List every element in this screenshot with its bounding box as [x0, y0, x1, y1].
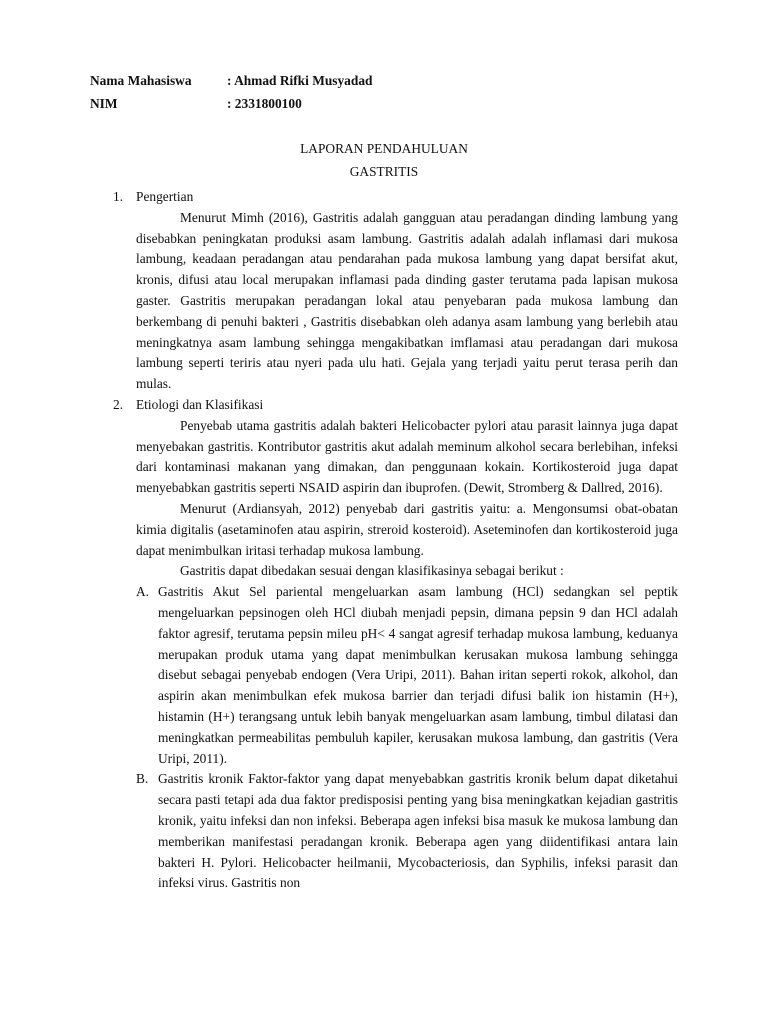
subitem-letter: B. — [136, 771, 149, 787]
report-subtitle: GASTRITIS — [349, 164, 419, 179]
section-number: 2. — [113, 396, 124, 412]
subitem-gastritis-kronik — [113, 769, 678, 894]
student-nim-row — [90, 94, 372, 117]
subitem-text: Gastritis kronik Faktor-faktor yang dapat menyebabkan gastritis kronik belum dapat diketahui secara pasti tetapi ada dua faktor predisposisi penting yang bisa meningkatkan kejadian gastritis kronik, yaitu infeksi dan non infeksi. Beberapa agen infeksi bisa masuk ke mukosa lambung dan memberikan manifestasi peradangan kronik. Beberapa agen yang diidentifikasi antara lain bakteri H. Pylori. Helicobacter heilmanii, Mycobacteriosis, dan Syphilis, infeksi parasit dan infeksi virus. Gastritis non — [158, 771, 678, 891]
student-name-label: Nama Mahasiswa — [90, 73, 192, 88]
paragraph: Gastritis dapat dibedakan sesuai dengan klasifikasinya sebagai berikut : — [180, 563, 564, 579]
paragraph: Menurut Mimh (2016), Gastritis adalah gangguan atau peradangan dinding lambung yang disebabkan peningkatan produksi asam lambung. Gastritis adalah adalah inflamasi dari mukosa lambung, keadaan peradangan atau pendarahan pada mukosa lambung yang dapat bersifat akut, kronis, difusi atau local merupakan inflamasi pada dinding gaster terutama pada lapisan mukosa gaster. Gastritis merupakan peradangan lokal atau penyebaran pada mukosa lambung dan berkembang di penuhi bakteri , Gastritis disebabkan oleh adanya asam lambung yang berlebih atau meningkatnya asam lambung sehingga mengakibatkan imflamasi atau peradangan dari mukosa lambung seperti teriris atau nyeri pada ulu hati. Gejala yang terjadi yaitu perut terasa perih dan mulas. — [136, 209, 678, 392]
paragraph: Penyebab utama gastritis adalah bakteri Helicobacter pylori atau parasit lainnya juga dapat menyebakan gastritis. Kontributor gastritis akut adalah meminum alkohol secara berlebihan, infeksi dari kontaminasi makanan yang dimakan, dan penggunaan kokain. Kortikosteroid juga dapat menyebabkan gastritis seperti NSAID aspirin dan ibuprofen. (Dewit, Stromberg & Dallred, 2016). — [136, 417, 678, 496]
paragraph: Menurut (Ardiansyah, 2012) penyebab dari gastritis yaitu: a. Mengonsumsi obat-obatan kimia digitalis (asetaminofen atau aspirin, streroid kosteroid). Aseteminofen dan kortikosteroid juga dapat menimbulkan iritasi terhadap mukosa lambung. — [136, 500, 678, 558]
student-name-value: : Ahmad Rifki Musyadad — [227, 73, 373, 88]
document-body — [113, 187, 678, 894]
subitem-gastritis-akut — [113, 582, 678, 769]
student-info — [90, 71, 372, 117]
section-heading: Pengertian — [136, 189, 194, 204]
student-name-row — [90, 71, 372, 94]
section-etiologi — [113, 395, 678, 582]
section-pengertian — [113, 187, 678, 395]
subitem-letter: A. — [136, 584, 150, 600]
section-heading: Etiologi dan Klasifikasi — [136, 396, 264, 412]
section-number: 1. — [113, 189, 124, 204]
student-nim-value: : 2331800100 — [227, 96, 302, 111]
report-title: LAPORAN PENDAHULUAN — [300, 141, 468, 156]
student-nim-label: NIM — [90, 96, 118, 111]
subitem-text: Gastritis Akut Sel pariental mengeluarkan asam lambung (HCl) sedangkan sel peptik mengeluarkan pepsinogen oleh HCl diubah menjadi pepsin, dimana pepsin 9 dan HCl adalah faktor agresif, terutama pepsin mileu pH< 4 sangat agresif terhadap mukosa lambung, keduanya merupakan produk utama yang dapat menimbulkan kerusakan mukosa lambung sehingga disebut sebagai penyebab endogen (Vera Uripi, 2011). Bahan iritan seperti rokok, alkohol, dan aspirin akan menimbulkan efek mukosa barrier dan terjadi difusi balik ion histamin (H+), histamin (H+) terangsang untuk lebih banyak mengeluarkan asam lambung, timbul dilatasi dan meningkatkan permeabilitas pembuluh kapiler, kerusakan mukosa lambung, dan gastritis (Vera Uripi, 2011). — [158, 584, 678, 766]
